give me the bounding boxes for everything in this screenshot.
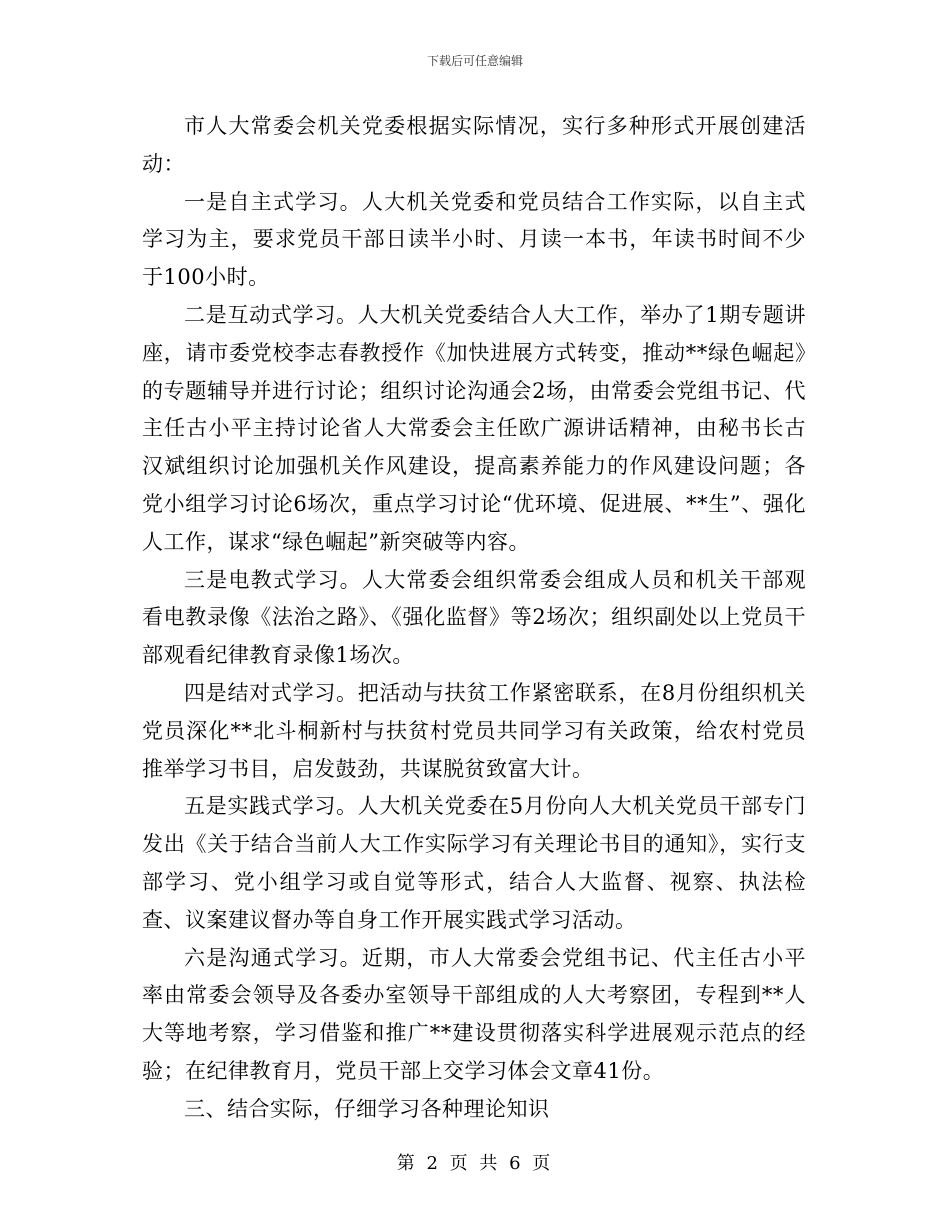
document-body xyxy=(142,108,806,1129)
paragraph-interactive-study: 二是互动式学习。人大机关党委结合人大工作，举办了1期专题讲座，请市委党校李志春教授作《加快进展方式转变，推动**绿色崛起》的专题辅导并进行讨论；组织讨论沟通会2场，由常委会党组书记、代主任古小平主持讨论省人大常委会主任欧广源讲话精神，由秘书长古汉斌组织讨论加强机关作风建设，提高素养能力的作风建设问题；各党小组学习讨论6场次，重点学习讨论“优环境、促进展、**生”、强化人工作，谋求“绿色崛起”新突破等内容。 xyxy=(142,302,806,554)
section-heading-3: 三、结合实际，仔细学习各种理论知识 xyxy=(184,1096,550,1121)
page-header-note: 下载后可任意编辑 xyxy=(426,54,523,68)
paragraph-practice-study: 五是实践式学习。人大机关党委在5月份向人大机关党员干部专门发出《关于结合当前人大工作实际学习有关理论书目的通知》，实行支部学习、党小组学习或自觉等形式，结合人大监督、视察、执法检查、议案建议督办等自身工作开展实践式学习活动。 xyxy=(142,794,806,932)
paragraph-exchange-study: 六是沟通式学习。近期，市人大常委会党组书记、代主任古小平率由常委会领导及各委办室领导干部组成的人大考察团，专程到**人大等地考察，学习借鉴和推广**建设贯彻落实科学进展观示范点的经验；在纪律教育月，党员干部上交学习体会文章41份。 xyxy=(142,945,806,1083)
paragraph-self-study: 一是自主式学习。人大机关党委和党员结合工作实际，以自主式学习为主，要求党员干部日读半小时、月读一本书，年读书时间不少于100小时。 xyxy=(142,189,806,290)
paragraph-paired-study: 四是结对式学习。把活动与扶贫工作紧密联系，在8月份组织机关党员深化**北斗桐新村与扶贫村党员共同学习有关政策，给农村党员推举学习书目，启发鼓劲，共谋脱贫致富大计。 xyxy=(142,680,806,781)
page-number: 第 2 页 共 6 页 xyxy=(396,1153,554,1174)
paragraph-video-study: 三是电教式学习。人大常委会组织常委会组成人员和机关干部观看电教录像《法治之路》、《强化监督》等2场次；组织副处以上党员干部观看纪律教育录像1场次。 xyxy=(142,567,806,668)
paragraph-intro: 市人大常委会机关党委根据实际情况，实行多种形式开展创建活动： xyxy=(142,114,806,176)
